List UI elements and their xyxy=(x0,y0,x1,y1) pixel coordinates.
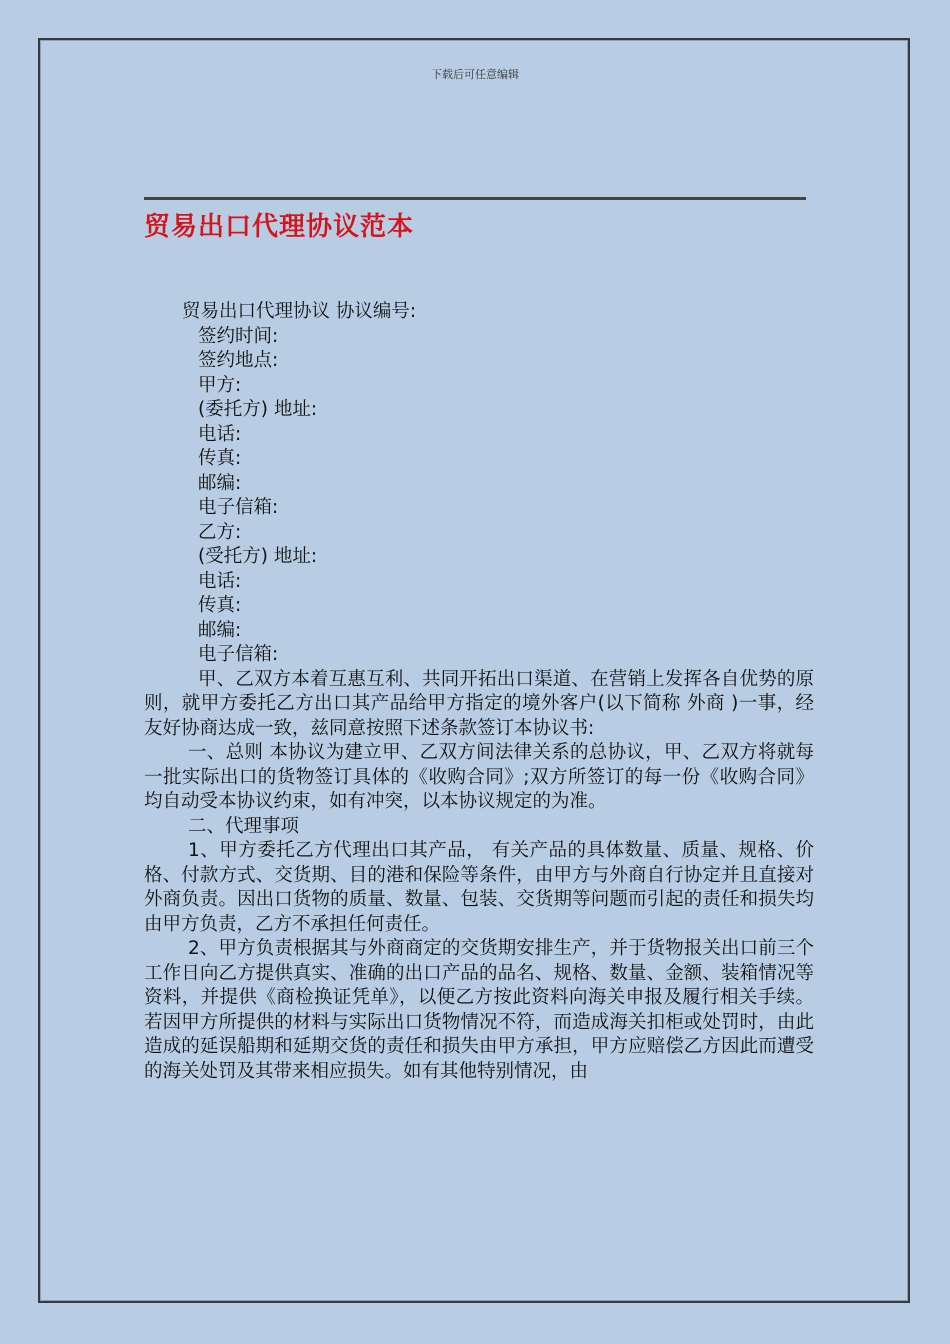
party-a-phone-line: 电话: xyxy=(198,423,242,445)
party-a-line: 甲方: xyxy=(198,374,242,396)
party-b-email-line: 电子信箱: xyxy=(198,644,279,665)
party-a-fax-line: 传真: xyxy=(198,448,242,469)
agency-item-1: 1、甲方委托乙方代理出口其产品， 有关产品的具体数量、质量、规格、价格、付款方式、交货期、目的港和保险等条件，由甲方与外商自行协定并且直接对外商负责。因出口货物的质量、数量、包装、交货期等问题而引起的责任和损失均由甲方负责，乙方不承担任何责任。 xyxy=(144,840,814,935)
party-b-fax-line: 传真: xyxy=(198,595,242,616)
agency-matters-heading: 二、代理事项 xyxy=(188,815,300,837)
party-a-postcode-line: 邮编: xyxy=(198,472,242,494)
document-title: 贸易出口代理协议范本 xyxy=(144,212,415,242)
title-rule xyxy=(144,197,806,200)
party-b-address-line: (受托方) 地址: xyxy=(198,546,318,567)
party-b-postcode-line: 邮编: xyxy=(198,619,242,641)
party-b-line: 乙方: xyxy=(198,521,242,543)
signing-time-line: 签约时间: xyxy=(198,325,279,347)
signing-place-line: 签约地点: xyxy=(198,350,279,371)
editable-download-note: 下载后可任意编辑 xyxy=(431,68,519,81)
agreement-number-line: 贸易出口代理协议 协议编号: xyxy=(182,301,417,322)
agency-item-2: 2、甲方负责根据其与外商商定的交货期安排生产，并于货物报关出口前三个工作日向乙方提供真实、准确的出口产品的品名、规格、数量、金额、装箱情况等资料，并提供《商检换证凭单》，以便乙方按此资料向海关申报及履行相关手续。若因甲方所提供的材料与实际出口货物情况不符，而造成海关扣柜或处罚时，由此造成的延误船期和延期交货的责任和损失由甲方承担，甲方应赔偿乙方因此而遭受的海关处罚及其带来相应损失。如有其他特别情况，由 xyxy=(144,938,814,1082)
document-body xyxy=(144,300,814,1084)
general-provisions-paragraph: 一、总则 本协议为建立甲、乙双方间法律关系的总协议，甲、乙双方将就每一批实际出口的货物签订具体的《收购合同》;双方所签订的每一份《收购合同》均自动受本协议约束，如有冲突，以本协议规定的为准。 xyxy=(144,742,814,812)
intro-paragraph: 甲、乙双方本着互惠互利、共同开拓出口渠道、在营销上发挥各自优势的原则，就甲方委托乙方出口其产品给甲方指定的境外客户(以下简称 外商 )一事，经友好协商达成一致，兹同意按照下述条款签订本协议书: xyxy=(144,668,814,739)
party-a-address-line: (委托方) 地址: xyxy=(198,399,318,420)
party-b-phone-line: 电话: xyxy=(198,570,242,592)
party-a-email-line: 电子信箱: xyxy=(198,497,279,518)
